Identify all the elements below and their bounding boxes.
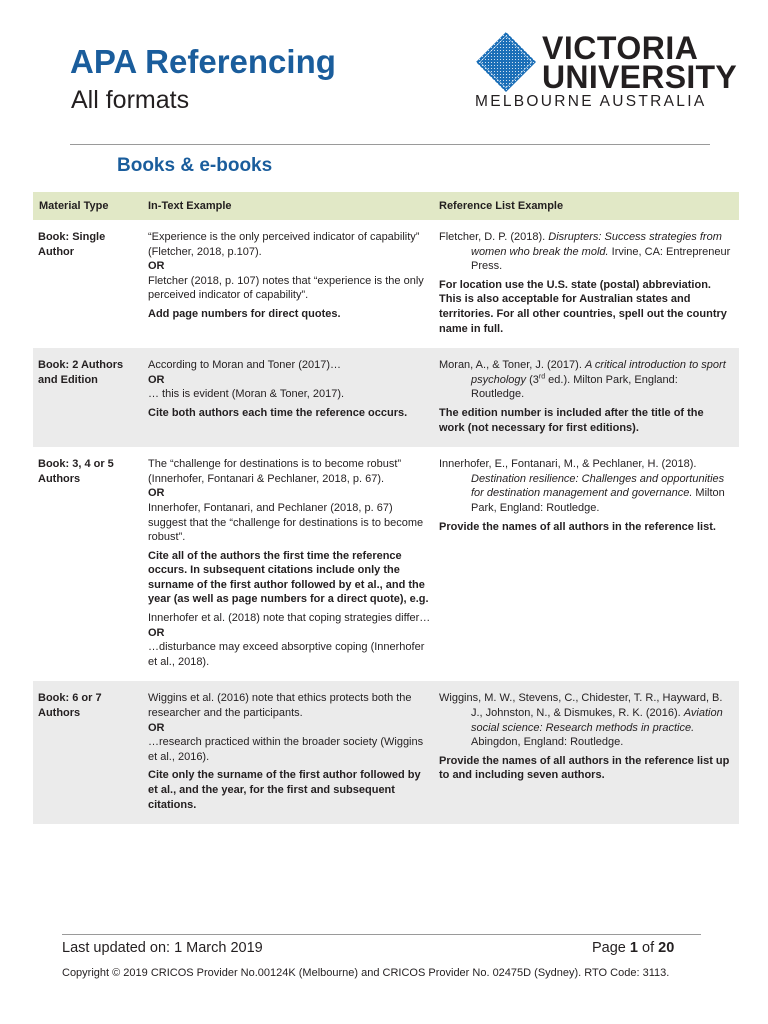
table-row [33, 348, 739, 447]
page-title: APA Referencing [70, 43, 336, 80]
diamond-crest-icon [475, 31, 537, 93]
or-label: OR [148, 626, 165, 639]
reference-note: Provide the names of all authors in the reference list up to and including seven authors. [439, 754, 730, 782]
material-type-cell: Book: Single Author [38, 231, 106, 258]
reference-list-cell [436, 348, 739, 447]
material-type-cell: Book: 6 or 7 Authors [33, 681, 142, 824]
citation-note: Add page numbers for direct quotes. [148, 307, 341, 320]
citation-note: Cite both authors each time the reference occurs. [148, 406, 408, 419]
page-number: Page 1 of 20 [592, 940, 675, 956]
or-label: OR [148, 721, 165, 734]
in-text-example: Innerhofer et al. (2018) note that coping strategies differ… [148, 612, 431, 625]
total-pages: 20 [658, 940, 675, 956]
in-text-example: Fletcher (2018, p. 107) notes that “experience is the only perceived indicator of capability”. [148, 274, 424, 302]
table-row [33, 220, 739, 348]
logo-victoria: VICTORIA [542, 30, 699, 66]
in-text-cell [142, 220, 436, 348]
ordinal-suffix: rd [538, 373, 546, 381]
table-row [33, 681, 739, 824]
logo-melbourne-australia: MELBOURNE AUSTRALIA [475, 93, 707, 110]
in-text-example: … this is evident (Moran & Toner, 2017). [148, 388, 345, 401]
reference-entry: Fletcher, D. P. (2018). Disrupters: Success strategies from women who break the mold. Irvine, CA: Entrepreneur Press. [439, 231, 731, 273]
reference-list-cell [436, 681, 739, 824]
in-text-cell [142, 447, 436, 681]
reference-entry: Moran, A., & Toner, J. (2017). A critical introduction to sport psychology (3rd ed.). Milton Park, England: Routledge. [439, 359, 726, 401]
in-text-example: …disturbance may exceed absorptive coping (Innerhofer et al., 2018). [148, 641, 425, 668]
in-text-example: The “challenge for destinations is to become robust” (Innerhofer, Fontanari & Pechlaner, 2018, p. 67). [148, 458, 402, 485]
reference-title: Destination resilience: Challenges and opportunities for destination management and governance. [471, 472, 725, 500]
in-text-cell [142, 681, 436, 824]
or-label: OR [148, 373, 165, 386]
citation-note: Cite only the surname of the first author followed by et al., and the year, for the first and subsequent citations. [148, 769, 421, 811]
reference-title: A critical introduction to sport psychology [471, 359, 726, 386]
reference-entry: Wiggins, M. W., Stevens, C., Chidester, T. R., Hayward, B. J., Johnston, N., & Dismukes, R. K. (2016). Aviation social science: Research methods in practice. Abingdon, England: Routledge. [439, 692, 723, 749]
material-type-cell: Book: 2 Authors and Edition [33, 348, 142, 447]
page-subtitle: All formats [71, 86, 190, 114]
in-text-cell [142, 348, 436, 447]
reference-entry: Innerhofer, E., Fontanari, M., & Pechlaner, H. (2018). Destination resilience: Challenges and opportunities for destination management and governance. Milton Park, England: Routledge. [439, 458, 725, 514]
reference-list-cell [436, 447, 739, 681]
header-in-text-example: In-Text Example [142, 192, 436, 220]
reference-title: Aviation social science: Research methods in practice. [471, 707, 723, 734]
copyright-notice: Copyright © 2019 CRICOS Provider No.00124K (Melbourne) and CRICOS Provider No. 02475D (Sydney). RTO Code: 3113. [62, 967, 670, 979]
or-label: OR [148, 260, 165, 273]
reference-note: Provide the names of all authors in the reference list. [439, 520, 716, 533]
victoria-university-logo [474, 30, 738, 113]
reference-list-cell [436, 220, 739, 348]
header-reference-list-example: Reference List Example [436, 192, 739, 220]
section-title: Books & e-books [117, 155, 273, 176]
referencing-table [33, 192, 739, 824]
table-row [33, 447, 739, 681]
material-type-cell: Book: 3, 4 or 5 Authors [38, 458, 114, 485]
footer-divider [62, 934, 701, 935]
in-text-example: According to Moran and Toner (2017)… [148, 359, 342, 372]
reference-note: For location use the U.S. state (postal) abbreviation. This is also acceptable for Australian states and territories. For all other countries, spell out the country name in full. [439, 278, 727, 335]
last-updated: Last updated on: 1 March 2019 [62, 940, 263, 956]
current-page: 1 [629, 940, 638, 956]
in-text-example: “Experience is the only perceived indicator of capability” (Fletcher, 2018, p.107). [148, 231, 420, 258]
logo-university: UNIVERSITY [542, 59, 738, 95]
in-text-example: Wiggins et al. (2016) note that ethics protects both the researcher and the participants. [148, 692, 412, 720]
citation-note: Cite all of the authors the first time the reference occurs. In subsequent citations include only the surname of the first author followed by et al., and the year (as well as page numbers for a direct quote), e.g. [148, 549, 429, 606]
table-header-row [33, 192, 739, 220]
header-material-type: Material Type [33, 192, 142, 220]
reference-title: Disrupters: Success strategies from women who break the mold. [471, 231, 722, 258]
header-divider [70, 144, 710, 145]
in-text-example: …research practiced within the broader society (Wiggins et al., 2016). [148, 736, 424, 763]
in-text-example: Innerhofer, Fontanari, and Pechlaner (2018, p. 67) suggest that the “challenge for destinations is to become robust”. [148, 501, 424, 544]
reference-note: The edition number is included after the title of the work (not necessary for first editions). [439, 406, 704, 434]
or-label: OR [148, 487, 165, 500]
